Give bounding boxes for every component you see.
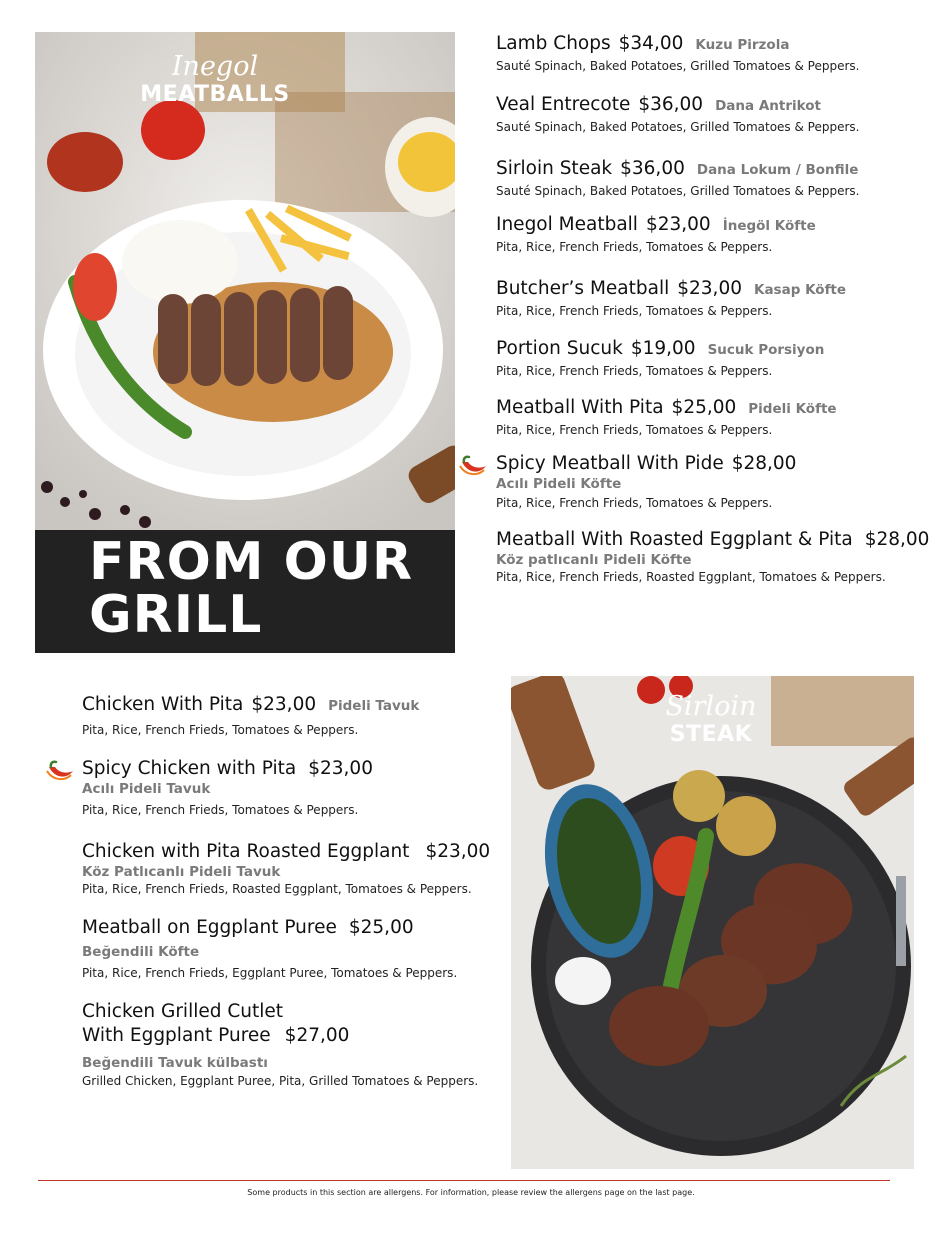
item-price: $28,00 (864, 529, 930, 550)
item-name: Spicy Meatball With Pide (496, 453, 724, 474)
item-price: $34,00 (618, 33, 684, 54)
item-description: Pita, Rice, French Frieds, Roasted Eggplant, Tomatoes & Peppers. (496, 570, 886, 584)
menu-item (82, 841, 490, 896)
allergen-note: Some products in this section are allergens. For information, please review the allergens page on the last page. (247, 1188, 695, 1197)
section-title-line2: GRILL (89, 585, 263, 645)
item-name: Spicy Chicken with Pita (82, 758, 297, 779)
menu-item (496, 94, 859, 134)
item-description: Pita, Rice, French Frieds, Tomatoes & Peppers. (82, 723, 359, 737)
steak-bold-caption: STEAK (669, 722, 753, 747)
item-turkish-name: Dana Antrikot (715, 98, 821, 114)
item-name: Lamb Chops (496, 33, 611, 54)
menu-item (82, 694, 419, 737)
item-turkish-name: Kuzu Pirzola (695, 37, 790, 53)
chili-pepper-icon (45, 759, 75, 781)
item-price: $25,00 (348, 917, 414, 938)
menu-item (82, 917, 457, 980)
item-price: $23,00 (425, 841, 491, 862)
item-price: $23,00 (677, 278, 742, 299)
item-turkish-name: Beğendili Köfte (82, 944, 200, 960)
item-description: Sauté Spinach, Baked Potatoes, Grilled Tomatoes & Peppers. (496, 59, 860, 73)
item-description: Pita, Rice, French Frieds, Tomatoes & Peppers. (496, 423, 773, 437)
item-turkish-name: Dana Lokum / Bonfile (696, 162, 859, 178)
menu-item (496, 397, 837, 437)
item-turkish-name: Pideli Tavuk (328, 698, 420, 714)
menu-item (496, 214, 816, 254)
section-title (35, 530, 455, 653)
item-price: $19,00 (630, 338, 696, 359)
item-price: $36,00 (620, 158, 685, 179)
menu-item (82, 1001, 478, 1088)
footer-divider (38, 1180, 890, 1181)
item-name: Meatball on Eggplant Puree (82, 917, 337, 938)
item-turkish-name: Köz patlıcanlı Pideli Köfte (496, 552, 692, 568)
item-name: Meatball With Roasted Eggplant & Pita (496, 529, 853, 550)
item-description: Pita, Rice, French Frieds, Tomatoes & Peppers. (496, 364, 773, 378)
item-name-line2: With Eggplant Puree (82, 1025, 271, 1046)
item-turkish-name: Beğendili Tavuk külbastı (82, 1055, 268, 1071)
item-turkish-name: Köz Patlıcanlı Pideli Tavuk (82, 864, 281, 880)
meatballs-bold-caption: MEATBALLS (140, 82, 290, 107)
item-name: Inegol Meatball (496, 214, 638, 235)
item-name: Chicken With Pita (82, 694, 244, 715)
item-price: $23,00 (645, 214, 711, 235)
item-name: Sirloin Steak (496, 158, 613, 179)
meatballs-photo (35, 32, 455, 532)
meatballs-script-caption: Inegol (171, 51, 259, 82)
item-price: $28,00 (731, 453, 797, 474)
item-name: Meatball With Pita (496, 397, 664, 418)
menu-item (496, 453, 796, 510)
item-price: $25,00 (671, 397, 737, 418)
menu-item (496, 158, 859, 198)
item-description: Sauté Spinach, Baked Potatoes, Grilled Tomatoes & Peppers. (496, 120, 860, 134)
item-name: Veal Entrecote (496, 94, 631, 115)
item-description: Pita, Rice, French Frieds, Eggplant Puree, Tomatoes & Peppers. (82, 966, 458, 980)
item-description: Grilled Chicken, Eggplant Puree, Pita, Grilled Tomatoes & Peppers. (82, 1074, 479, 1088)
menu-item (496, 338, 824, 378)
item-turkish-name: İnegöl Köfte (722, 218, 816, 234)
item-turkish-name: Pideli Köfte (748, 401, 837, 417)
item-price: $27,00 (284, 1025, 350, 1046)
item-description: Pita, Rice, French Frieds, Tomatoes & Peppers. (496, 240, 773, 254)
item-turkish-name: Acılı Pideli Tavuk (82, 781, 211, 797)
item-price: $23,00 (251, 694, 317, 715)
item-turkish-name: Kasap Köfte (753, 282, 847, 298)
item-turkish-name: Sucuk Porsiyon (707, 342, 825, 358)
item-name: Butcher’s Meatball (496, 278, 670, 299)
item-description: Pita, Rice, French Frieds, Tomatoes & Peppers. (496, 304, 773, 318)
menu-item (82, 758, 373, 817)
item-name: Chicken Grilled Cutlet (82, 1001, 284, 1022)
item-description: Pita, Rice, French Frieds, Tomatoes & Peppers. (82, 803, 359, 817)
steak-photo (511, 676, 914, 1169)
chili-pepper-icon (458, 454, 488, 476)
menu-item (496, 278, 846, 318)
item-description: Pita, Rice, French Frieds, Tomatoes & Peppers. (496, 496, 773, 510)
item-description: Pita, Rice, French Frieds, Roasted Eggplant, Tomatoes & Peppers. (82, 882, 472, 896)
steak-script-caption: Sirloin (665, 691, 757, 722)
item-price: $23,00 (308, 758, 373, 779)
item-name: Portion Sucuk (496, 338, 623, 359)
item-turkish-name: Acılı Pideli Köfte (496, 476, 622, 492)
item-price: $36,00 (638, 94, 704, 115)
section-title-line1: FROM OUR (89, 532, 414, 592)
item-description: Sauté Spinach, Baked Potatoes, Grilled Tomatoes & Peppers. (496, 184, 860, 198)
menu-item (496, 529, 929, 584)
menu-item (496, 33, 859, 73)
item-name: Chicken with Pita Roasted Eggplant (82, 841, 410, 862)
